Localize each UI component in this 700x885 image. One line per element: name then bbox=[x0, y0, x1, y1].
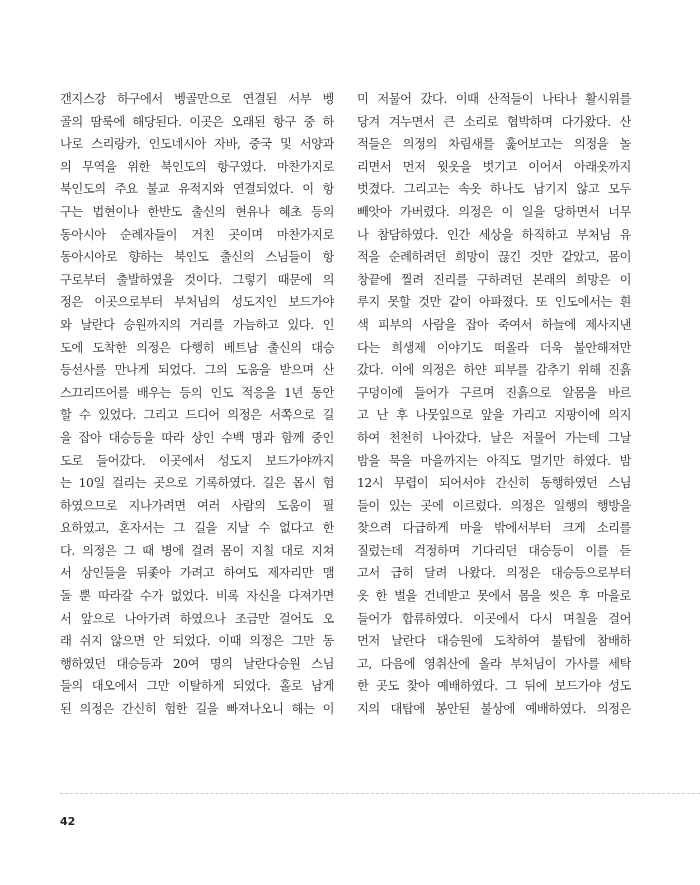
text-line: 적들은 의정의 차림새를 훑어보고는 의정을 놀 bbox=[357, 137, 631, 152]
text-line: 구덩이에 들어가 구르며 진흙으로 알몸을 바르 bbox=[357, 385, 631, 400]
text-line: 12시 무렵이 되어서야 간신히 동행하였던 스님 bbox=[357, 476, 631, 491]
text-line: 북인도의 주요 불교 유적지와 연결되었다. 이 항 bbox=[60, 182, 334, 197]
text-line: 당겨 겨누면서 큰 소리로 협박하며 다가왔다. 산 bbox=[357, 114, 631, 129]
text-line: 갔다. 이에 의정은 하얀 피부를 감추기 위해 진흙 bbox=[357, 363, 631, 378]
text-line: 벗겼다. 그리고는 속옷 하나도 남기지 않고 모두 bbox=[357, 182, 631, 197]
text-line: 행하였던 대승등과 20여 명의 날란다승원 스님 bbox=[60, 656, 334, 671]
text-line: 된 의정은 간신히 험한 길을 빠져나오니 해는 이 bbox=[60, 702, 334, 717]
text-line: 나 참담하였다. 인간 세상을 하직하고 부처님 유 bbox=[357, 227, 631, 242]
text-line: 다는 희생제 이야기도 떠올라 더욱 불안해져만 bbox=[357, 340, 631, 355]
text-line: 고서 급히 달려 나왔다. 의정은 대승등으로부터 bbox=[357, 566, 631, 581]
text-line: 갠지스강 하구에서 벵골만으로 연결된 서부 벵 bbox=[60, 92, 334, 106]
text-line: 다. 의정은 그 때 병에 걸려 몸이 지칠 대로 지쳐 bbox=[60, 543, 334, 558]
text-line: 돌 뿐 따라갈 수가 없었다. 비록 자신을 다져가면 bbox=[60, 589, 334, 604]
text-line: 고, 다음에 영취산에 올라 부처님이 가사를 세탁 bbox=[357, 656, 631, 671]
text-line: 요하였고, 혼자서는 그 길을 지날 수 없다고 한 bbox=[60, 521, 334, 536]
text-line: 의 무역을 위한 북인도의 항구였다. 마찬가지로 bbox=[60, 159, 334, 174]
text-line: 한 곳도 찾아 예배하였다. 그 뒤에 보드가야 성도 bbox=[357, 679, 631, 694]
text-line: 찾으려 다급하게 마을 밖에서부터 크게 소리를 bbox=[357, 521, 631, 536]
text-line: 등선사를 만나게 되었다. 그의 도움을 받으며 산 bbox=[60, 363, 334, 378]
text-line: 빼앗아 가버렸다. 의정은 이 일을 당하면서 너무 bbox=[357, 204, 631, 219]
text-line: 미 저물어 갔다. 이때 산적들이 나타나 활시위를 bbox=[357, 92, 631, 106]
text-line: 들어가 합류하였다. 이곳에서 다시 며칠을 걸어 bbox=[357, 611, 631, 626]
text-line: 는 10일 걸리는 곳으로 기록하였다. 길은 몹시 험 bbox=[60, 476, 334, 491]
text-line: 와 날란다 승원까지의 거리를 가늠하고 있다. 인 bbox=[60, 317, 334, 332]
text-line: 서 앞으로 나아가려 하였으나 조금만 걸어도 오 bbox=[60, 611, 334, 626]
text-line: 옷 한 벌을 건네받고 못에서 몸을 씻은 후 마을로 bbox=[357, 589, 631, 604]
text-line: 도에 도착한 의정은 다행히 베트남 출신의 대승 bbox=[60, 340, 334, 355]
text-line: 먼저 날란다 대승원에 도착하여 불탑에 참배하 bbox=[357, 634, 631, 649]
page-number: 42 bbox=[60, 815, 76, 828]
text-line: 질렀는데 걱정하며 기다리던 대승등이 이를 듣 bbox=[357, 543, 631, 558]
text-line: 할 수 있었다. 그리고 드디어 의정은 서쪽으로 길 bbox=[60, 408, 334, 423]
text-line: 나로 스리랑카, 인도네시아 자바, 중국 및 서양과 bbox=[60, 137, 334, 152]
text-line: 동아시아로 향하는 북인도 출신의 스님들이 항 bbox=[60, 250, 334, 265]
text-line: 하였으므로 지나가려면 여러 사람의 도움이 필 bbox=[60, 498, 334, 513]
text-line: 동아시아 순례자들이 거친 곳이며 마찬가지로 bbox=[60, 227, 334, 242]
text-line: 들의 대오에서 그만 이탈하게 되었다. 홀로 남게 bbox=[60, 679, 334, 694]
text-line: 밤을 묵을 마을까지는 아직도 멀기만 하였다. 밤 bbox=[357, 453, 631, 468]
text-line: 을 잡아 대승등을 따라 상인 수백 명과 함께 중인 bbox=[60, 430, 334, 445]
text-line: 리면서 먼저 윗옷을 벗기고 이어서 아래옷까지 bbox=[357, 159, 631, 174]
left-text-column bbox=[60, 88, 334, 721]
text-line: 색 피부의 사람을 잡아 죽여서 하늘에 제사지낸 bbox=[357, 317, 631, 332]
footer-divider bbox=[60, 793, 700, 794]
text-line: 창끝에 찔려 진리를 구하려던 본래의 희망은 이 bbox=[357, 272, 631, 287]
text-line: 스끄리뜨어를 배우는 등의 인도 적응을 1년 동안 bbox=[60, 385, 334, 400]
text-line: 서 상인들을 뒤좇아 가려고 하여도 제자리만 맴 bbox=[60, 566, 334, 581]
text-line: 정은 이곳으로부터 부처님의 성도지인 보드가야 bbox=[60, 295, 334, 310]
text-line: 들이 있는 곳에 이르렀다. 의정은 일행의 행방을 bbox=[357, 498, 631, 513]
text-line: 구는 법현이나 한반도 출신의 현유나 혜초 등의 bbox=[60, 204, 334, 219]
text-line: 루지 못할 것만 같이 아파졌다. 또 인도에서는 흰 bbox=[357, 295, 631, 310]
text-line: 적을 순례하려던 희망이 끊긴 것만 같았고, 몸이 bbox=[357, 250, 631, 265]
text-line: 골의 땀룩에 해당된다. 이곳은 오래된 항구 중 하 bbox=[60, 114, 334, 129]
text-line: 고 난 후 나뭇잎으로 앞을 가리고 지팡이에 의지 bbox=[357, 408, 631, 423]
right-text-column bbox=[357, 88, 631, 721]
text-line: 구로부터 출발하였을 것이다. 그렇기 때문에 의 bbox=[60, 272, 334, 287]
text-line: 래 쉬지 않으면 안 되었다. 이때 의정은 그만 동 bbox=[60, 634, 334, 649]
text-line: 지의 대탑에 봉안된 불상에 예배하였다. 의정은 bbox=[357, 702, 631, 717]
text-line: 하여 천천히 나아갔다. 날은 저물어 가는데 그날 bbox=[357, 430, 631, 445]
text-line: 도로 들어갔다. 이곳에서 성도지 보드가야까지 bbox=[60, 453, 334, 468]
